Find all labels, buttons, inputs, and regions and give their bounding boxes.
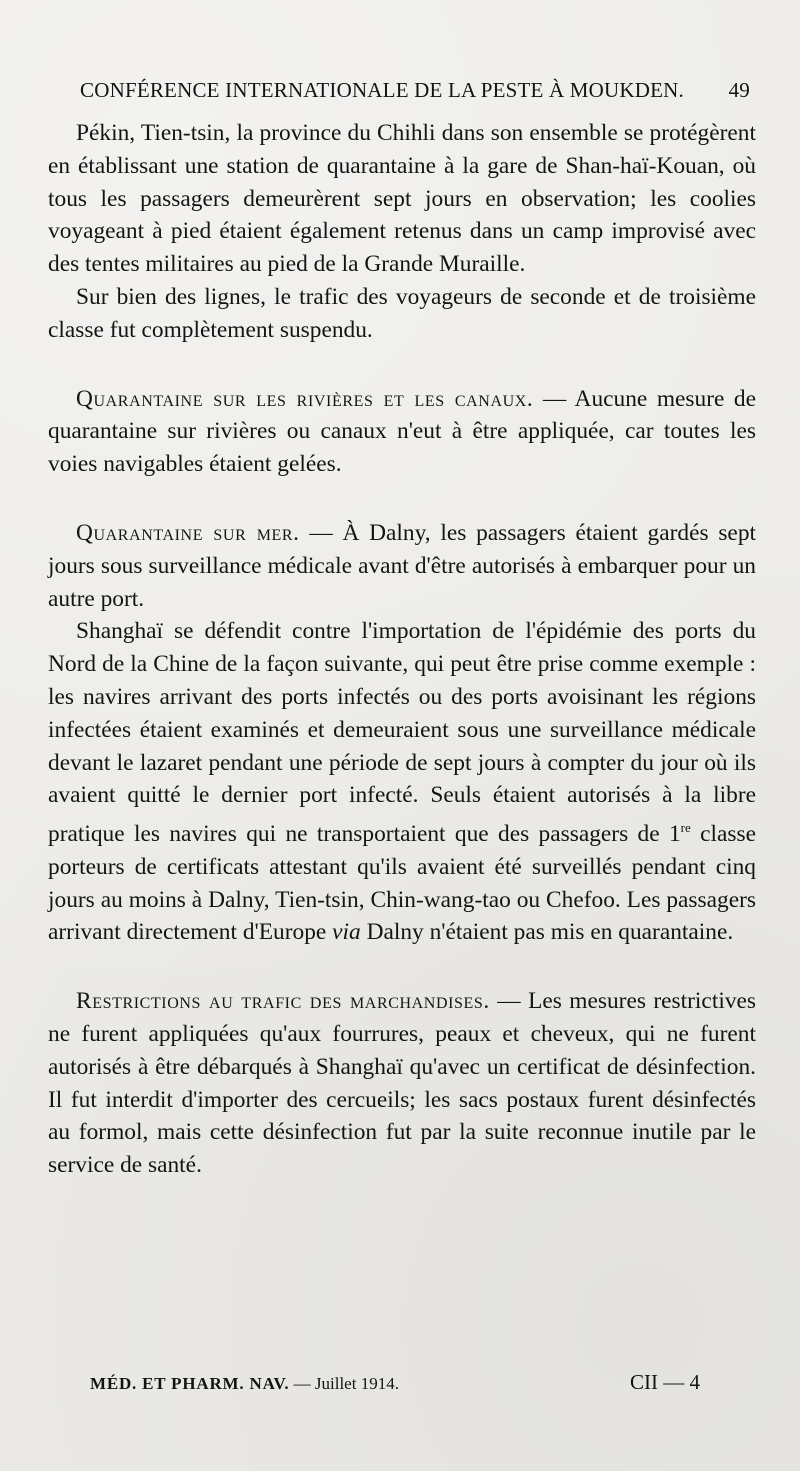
paragraph-traffic-suspended: Sur bien des lignes, le trafic des voyageurs de seconde et de troisième classe fut complètement suspendu. — [48, 283, 756, 343]
page-footer — [90, 1370, 700, 1395]
section-rivers-text: — Aucune mesure de quarantaine sur rivières ou canaux n'eut à être appliquée, car toutes les voies navigables étaient gelées. — [48, 385, 756, 478]
paragraph-chihli: Pékin, Tien-tsin, la province du Chihli dans son ensemble se protégèrent en établissant une station de quarantaine à la gare de Shan-haï-Kouan, où tous les passagers demeurèrent sept jours en observation; les coolies voyageant à pied étaient également retenus dans un camp improvisé avec des tentes militaires au pied de la Grande Muraille. — [48, 120, 756, 278]
section-goods-title: Restrictions au trafic des marchandises. — [76, 988, 490, 1015]
section-rivers — [48, 383, 756, 481]
section-sea — [48, 517, 756, 615]
italic-via: via — [332, 919, 361, 946]
body-text — [48, 117, 756, 1182]
page-number: 49 — [728, 78, 750, 102]
shanghai-text-2: classe porteurs de certificats attestant qu'ils avaient été surveillés pendant cinq jours au moins à Dalny, Tien-tsin, Chin-wang-tao ou Chefoo. Les passagers arrivant directement d'Europe — [48, 820, 756, 946]
section-goods-text: — Les mesures restrictives ne furent appliquées qu'aux fourrures, peaux et cheveux, qui ne furent autorisés à être débarqués à Shanghaï qu'avec un certificat de désinfection. Il fut interdit d'importer des cercueils; les sacs postaux furent désinfectés au formol, mais cette désinfection fut par la suite reconnue inutile par le service de santé. — [48, 988, 756, 1179]
footer-journal — [90, 1374, 399, 1394]
section-sea-text: — À Dalny, les passagers étaient gardés sept jours sous surveillance médicale avant d'être autorisés à embarquer pour un autre port. — [48, 519, 757, 612]
section-goods — [48, 985, 756, 1182]
footer-date: — Juillet 1914. — [289, 1374, 399, 1393]
section-rivers-title: Quarantaine sur les rivières et les canaux. — [76, 385, 534, 412]
section-sea-title: Quarantaine sur mer. — [76, 519, 300, 546]
paragraph-shanghai — [48, 615, 756, 949]
footer-journal-name: MÉD. ET PHARM. NAV. — [90, 1374, 290, 1393]
running-title: CONFÉRENCE INTERNATIONALE DE LA PESTE À MOUKDEN. — [80, 78, 684, 102]
shanghai-text-3: Dalny n'étaient pas mis en quarantaine. — [360, 919, 734, 946]
footer-signature: CII — 4 — [630, 1370, 700, 1394]
shanghai-text-1: Shanghaï se défendit contre l'importation de l'épidémie des ports du Nord de la Chine de la façon suivante, qui peut être prise comme exemple : les navires arrivant des ports infectés ou des ports avoisinant les régions infectées étaient examinés et demeuraient sous une surveillance médicale devant le lazaret pendant une période de sept jours à compter du jour où ils avaient quitté le dernier port infecté. Seuls étaient autorisés à la libre pratique les navires qui ne transportaient que des passagers de 1 — [48, 618, 756, 847]
running-head — [80, 78, 756, 103]
superscript-re: re — [680, 820, 691, 836]
